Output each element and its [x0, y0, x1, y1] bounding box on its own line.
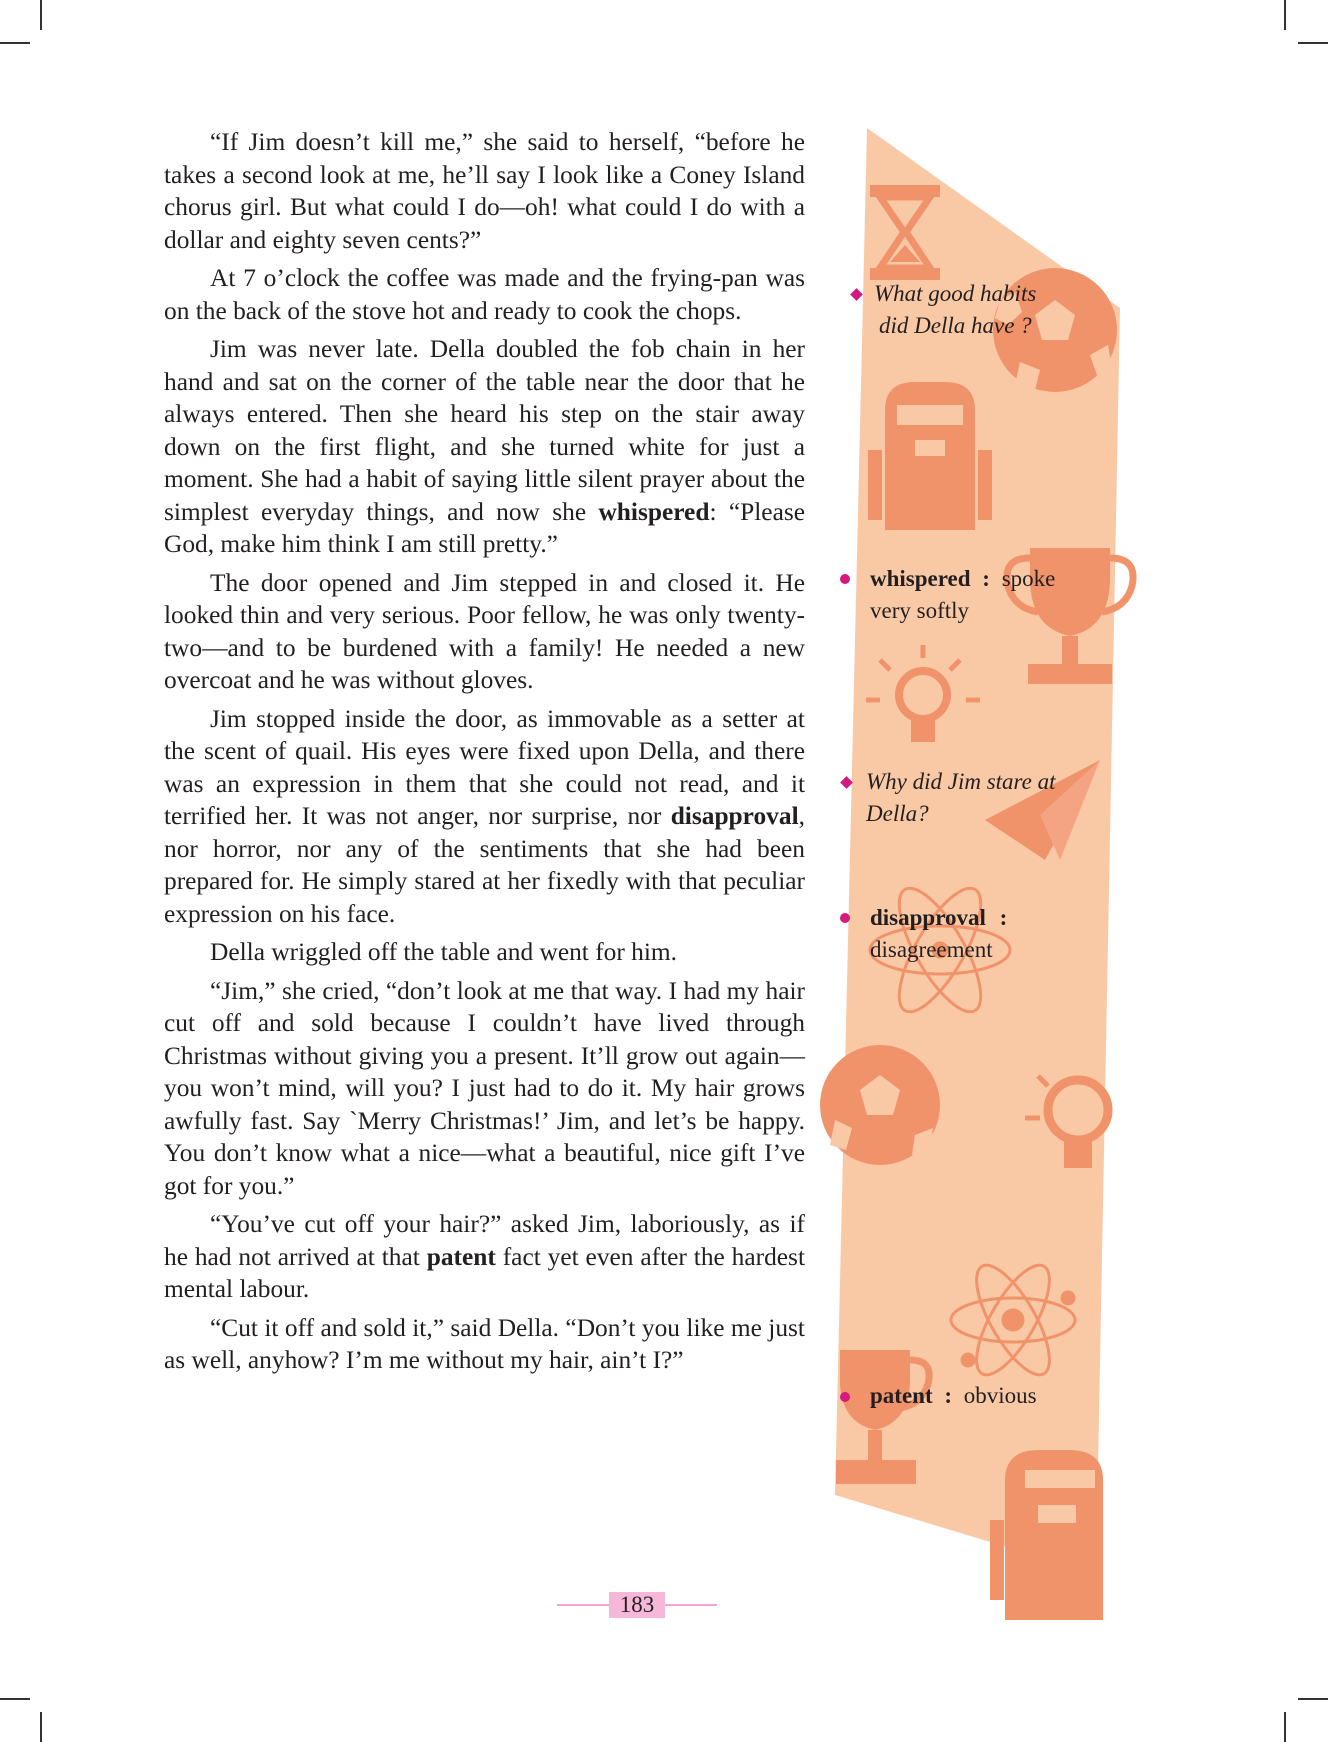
text-run: Della wriggled off the table and went for him.: [210, 938, 677, 966]
story-paragraph: [164, 1312, 805, 1377]
story-paragraph: [164, 975, 805, 1203]
story-paragraph: [164, 1208, 805, 1306]
glossed-word: disapproval: [670, 802, 799, 830]
question-line: Why did Jim stare at: [866, 769, 1056, 794]
page-rule: [557, 1604, 609, 1606]
text-run: “You’ve cut off your hair?” asked Jim, laboriously, as if he had not arrived at that: [164, 1210, 805, 1271]
text-run: “If Jim doesn’t kill me,” she said to herself, “before he takes a second look at me, he’ll say I look like a Coney Island chorus girl. But what could I do—oh! what could I do with a dollar and eighty seven cents?”: [164, 128, 805, 254]
story-paragraph: [164, 333, 805, 561]
page-number: 183: [609, 1592, 665, 1618]
glossary-definition: disagreement: [870, 937, 993, 962]
glossary-separator: :: [999, 905, 1008, 930]
glossary-separator: :: [944, 1383, 953, 1408]
glossed-word: patent: [426, 1242, 496, 1271]
backpack-icon: [990, 1450, 1103, 1620]
story-paragraph: [164, 703, 805, 931]
glossary-definition: very softly: [870, 598, 970, 623]
margin-question: [874, 278, 1036, 342]
text-run: “Cut it off and sold it,” said Della. “Don’t you like me just as well, anyhow? I’m me without my hair, ain’t I?”: [164, 1313, 805, 1374]
text-run: Jim stopped inside the door, as immovable as a setter at the scent of quail. His eyes were fixed upon Della, and there was an expression in them that she could not read, and it terrified her. It was not anger, nor surprise, nor: [164, 704, 805, 830]
story-paragraph: [164, 936, 805, 969]
soccer-ball-icon: [820, 1045, 940, 1165]
glossed-word: whispered: [598, 497, 710, 526]
bullet-icon: [840, 574, 850, 584]
text-run: At 7 o’clock the coffee was made and the frying-pan was on the back of the stove hot and ready to cook the chops.: [164, 264, 805, 325]
story-paragraph: [164, 567, 805, 697]
page-number-block: [557, 1592, 717, 1618]
text-run: , nor horror, nor any of the sentiments that she had been prepared for. He simply stared at her fixedly with that peculiar expression on his face.: [164, 802, 805, 928]
text-run: : “Please God, make him think I am still pretty.”: [164, 497, 805, 558]
question-line: did Della have ?: [879, 313, 1032, 338]
glossary-disapproval: [870, 902, 1007, 966]
glossary-term: whispered: [870, 566, 971, 591]
question-line: Della?: [866, 801, 929, 826]
glossary-whispered: [870, 563, 1055, 627]
glossary-definition: spoke: [1001, 566, 1056, 591]
margin-question: [866, 766, 1056, 830]
glossary-term: disapproval: [870, 905, 986, 930]
bullet-icon: [840, 913, 850, 923]
text-run: The door opened and Jim stepped in and closed it. He looked thin and very serious. Poor fellow, he was only twenty-two—and to be burdened with a family! He needed a new overcoat and he was without gloves.: [164, 568, 805, 694]
story-paragraph: [164, 126, 805, 256]
text-run: Jim was never late. Della doubled the fob chain in her hand and sat on the corner of the table near the door that he always entered. Then she heard his step on the stair away down on the first flight, and she turned white for just a moment. She had a habit of saying little silent prayer about the simplest everyday things, and now she: [164, 335, 805, 526]
page-rule: [665, 1604, 717, 1606]
glossary-definition: obvious: [963, 1383, 1037, 1408]
question-line: What good habits: [874, 281, 1037, 306]
story-text: [164, 126, 805, 1383]
backpack-icon: [868, 382, 992, 530]
glossary-patent: [870, 1380, 1037, 1412]
bullet-icon: [840, 1392, 850, 1402]
glossary-term: patent: [870, 1383, 933, 1408]
story-paragraph: [164, 262, 805, 327]
text-run: “Jim,” she cried, “don’t look at me that way. I had my hair cut off and sold because I couldn’t have lived through Christmas without giving you a present. It’ll grow out again—you won’t mind, will you? I just had to do it. My hair grows awfully fast. Say `Merry Christmas!’ Jim, and let’s be happy. You don’t know what a nice—what a beautiful, nice gift I’ve got for you.”: [164, 976, 805, 1200]
glossary-separator: :: [982, 566, 990, 591]
text-run: fact yet even after the hardest mental labour.: [164, 1242, 805, 1303]
